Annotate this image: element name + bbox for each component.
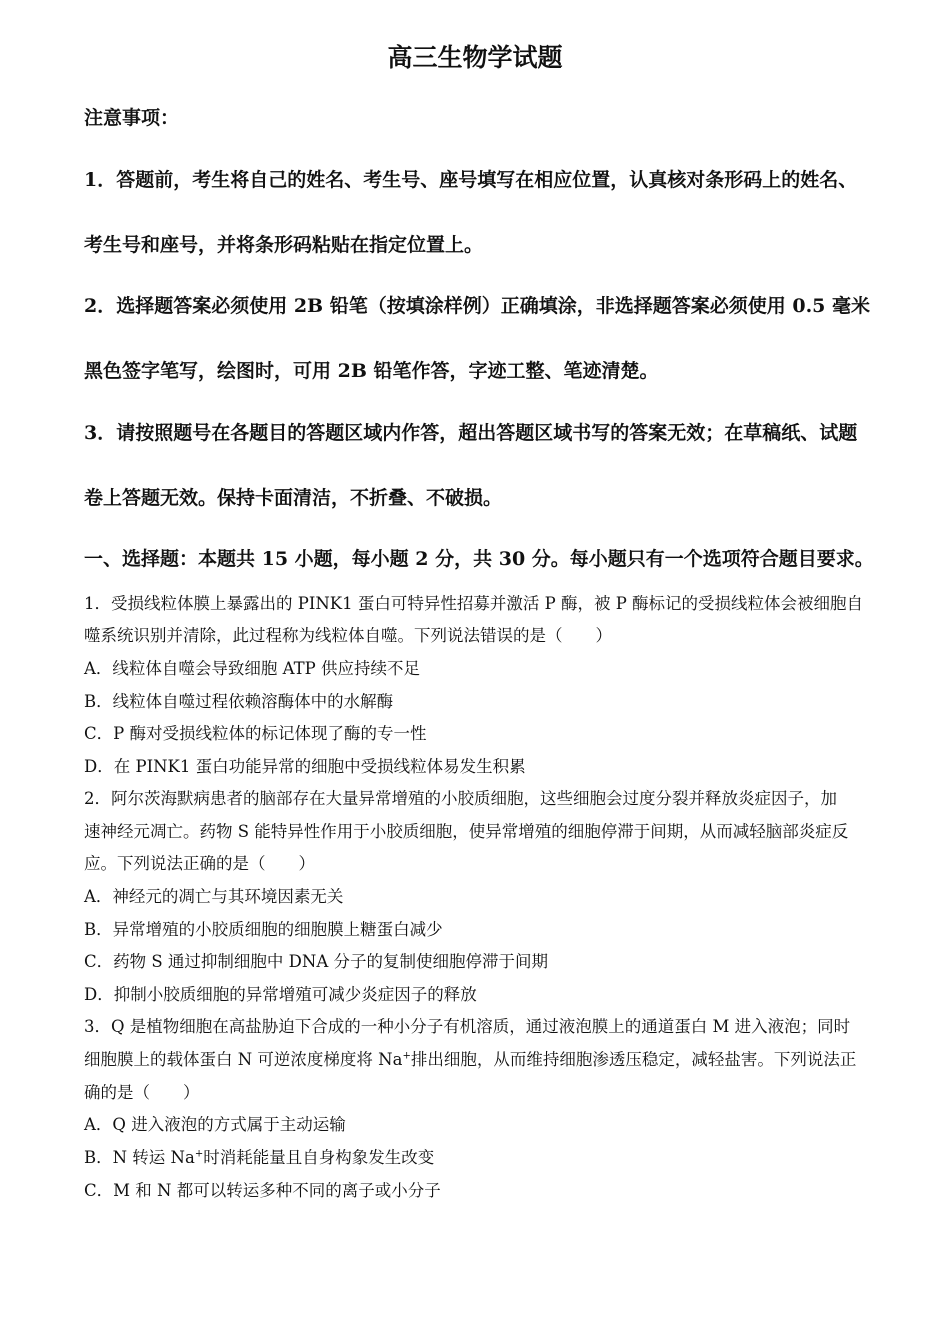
- sodium-charge-superscript: +: [194, 1148, 204, 1160]
- question-1-stem-line: 噬系统识别并清除，此过程称为线粒体自噬。下列说法错误的是（ ）: [84, 626, 612, 645]
- question-3-stem-text: 排出细胞，从而维持细胞渗透压稳定，减轻盐害。下列说法正: [410, 1050, 857, 1069]
- notice-line: 考生号和座号，并将条形码粘贴在指定位置上。: [84, 234, 484, 256]
- question-3-stem-line: 确的是（ ）: [84, 1083, 200, 1102]
- section-heading: 一、选择题：本题共 15 小题，每小题 2 分，共 30 分。每小题只有一个选项符合题目要求。: [84, 548, 874, 570]
- notice-heading: 注意事项：: [84, 107, 180, 129]
- question-3-stem-line: [84, 1048, 884, 1072]
- notice-line: 3．请按照题号在各题目的答题区域内作答，超出答题区域书写的答案无效；在草稿纸、试题: [84, 422, 858, 444]
- question-2-option-c: C．药物 S 通过抑制细胞中 DNA 分子的复制使细胞停滞于间期: [84, 952, 548, 971]
- notice-line: 1．答题前，考生将自己的姓名、考生号、座号填写在相应位置，认真核对条形码上的姓名、: [84, 169, 858, 191]
- question-3-option-b-text: 时消耗能量且自身构象发生改变: [203, 1148, 435, 1167]
- question-2-stem-line: 应。下列说法正确的是（ ）: [84, 854, 315, 873]
- question-2-stem-line: 2．阿尔茨海默病患者的脑部存在大量异常增殖的小胶质细胞，这些细胞会过度分裂并释放炎症因子，加: [84, 789, 837, 808]
- question-1-option-a: A．线粒体自噬会导致细胞 ATP 供应持续不足: [84, 659, 421, 678]
- notice-line: 2．选择题答案必须使用 2B 铅笔（按填涂样例）正确填涂，非选择题答案必须使用 0.5 毫米: [84, 295, 871, 317]
- notice-line: 卷上答题无效。保持卡面清洁，不折叠、不破损。: [84, 487, 503, 509]
- question-2-stem-line: 速神经元凋亡。药物 S 能特异性作用于小胶质细胞，使异常增殖的细胞停滞于间期，从而减轻脑部炎症反: [84, 822, 849, 841]
- question-3-stem-line: 3．Q 是植物细胞在高盐胁迫下合成的一种小分子有机溶质，通过液泡膜上的通道蛋白 M 进入液泡；同时: [84, 1017, 851, 1036]
- question-3-option-a: A．Q 进入液泡的方式属于主动运输: [84, 1115, 346, 1134]
- question-1-option-c: C．P 酶对受损线粒体的标记体现了酶的专一性: [84, 724, 427, 743]
- question-3-stem-text: 细胞膜上的载体蛋白 N 可逆浓度梯度将 Na: [84, 1050, 403, 1069]
- sodium-charge-superscript: +: [402, 1050, 411, 1062]
- question-2-option-a: A．神经元的凋亡与其环境因素无关: [84, 887, 344, 906]
- question-2-option-b: B．异常增殖的小胶质细胞的细胞膜上糖蛋白减少: [84, 920, 443, 939]
- question-1-option-d: D．在 PINK1 蛋白功能异常的细胞中受损线粒体易发生积累: [84, 757, 526, 776]
- notice-line: 黑色签字笔写，绘图时，可用 2B 铅笔作答，字迹工整、笔迹清楚。: [84, 360, 659, 382]
- question-1-option-b: B．线粒体自噬过程依赖溶酶体中的水解酶: [84, 692, 394, 711]
- page-title: 高三生物学试题: [387, 43, 563, 72]
- question-3-option-c: C．M 和 N 都可以转运多种不同的离子或小分子: [84, 1181, 441, 1200]
- question-2-option-d: D．抑制小胶质细胞的异常增殖可减少炎症因子的释放: [84, 985, 477, 1004]
- question-1-stem-line: 1．受损线粒体膜上暴露出的 PINK1 蛋白可特异性招募并激活 P 酶，被 P 酶标记的受损线粒体会被细胞自: [84, 594, 864, 613]
- question-3-option-b-text: B．N 转运 Na: [84, 1148, 195, 1167]
- question-3-option-b: [84, 1146, 884, 1170]
